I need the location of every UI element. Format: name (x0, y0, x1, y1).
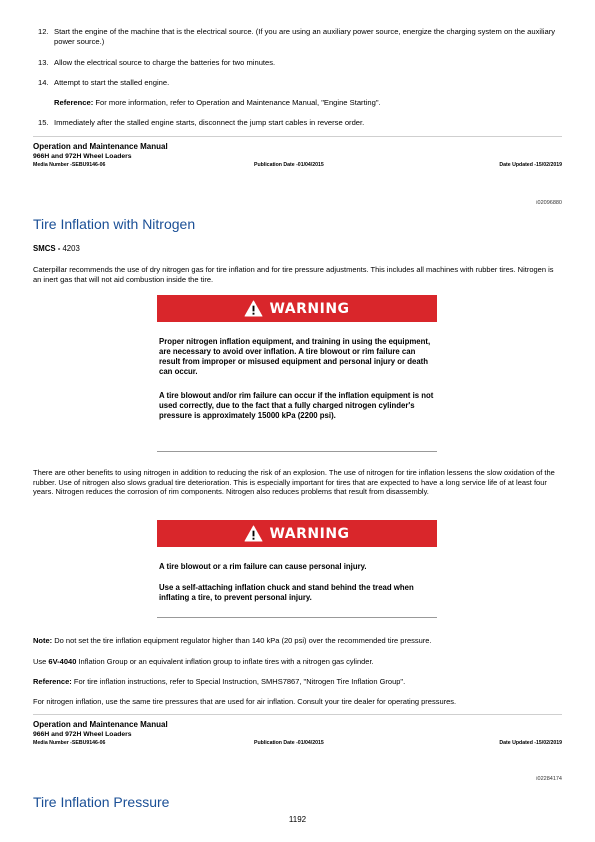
reference-label: Reference: (54, 98, 94, 107)
step-number: 15. (38, 118, 49, 127)
step-text: Immediately after the stalled engine starts, disconnect the jump start cables in reverse order. (54, 118, 365, 127)
footer-meta (33, 739, 562, 748)
use-suffix: Inflation Group or an equivalent inflation group to inflate tires with a nitrogen gas cylinder. (76, 657, 374, 666)
page-number: 1192 (288, 815, 307, 824)
media-number: Media Number -SEBU9146-06 (33, 740, 106, 746)
warning-rule (157, 617, 437, 618)
note-text: Do not set the tire inflation equipment regulator higher than 140 kPa (20 psi) over the recommended tire pressure. (52, 636, 432, 645)
step-number: 12. (38, 27, 49, 36)
note-label: Note: (33, 636, 53, 645)
warning-banner (157, 295, 437, 322)
reference-text: For more information, refer to Operation and Maintenance Manual, "Engine Starting". (93, 98, 381, 107)
benefits-paragraph: There are other benefits to using nitrogen in addition to reducing the risk of an explosion. The use of nitrogen for tire inflation lessens the slow oxidation of the rubber. Use of nitrogen also slows gradual tire deterioration. This is especially important for tires that are expected to have a long service life of at least four years. Nitrogen reduces the corrosion of rim components. Nitrogen also reduces problems that result from disassembly. (33, 468, 555, 497)
doc-footer (33, 142, 562, 170)
date-updated: Date Updated -15/02/2019 (499, 162, 562, 168)
publication-date: Publication Date -01/04/2015 (254, 162, 324, 168)
footer-title: Operation and Maintenance Manual (33, 142, 168, 151)
warning-label: WARNING (269, 300, 350, 317)
pressure-paragraph: For nitrogen inflation, use the same tire pressures that are used for air inflation. Consult your tire dealer for operating pressures. (33, 697, 457, 706)
step-13 (38, 58, 563, 68)
footer-subtitle: 966H and 972H Wheel Loaders (33, 153, 132, 160)
footer-subtitle: 966H and 972H Wheel Loaders (33, 731, 132, 738)
warning-text: A tire blowout or a rim failure can cause personal injury. (159, 562, 367, 571)
warning-text: A tire blowout and/or rim failure can occur if the inflation equipment is not used correctly, due to the fact that a fully charged nitrogen cylinder's pressure is approximately 15000 kPa (2200 psi). (159, 391, 434, 420)
warning-label: WARNING (269, 525, 350, 542)
warning-icon (244, 300, 263, 317)
section-title: Tire Inflation Pressure (33, 794, 170, 810)
step-text: Attempt to start the stalled engine. (54, 78, 170, 87)
warning-banner (157, 520, 437, 547)
warning-text: Use a self-attaching inflation chuck and stand behind the tread when inflating a tire, to prevent personal injury. (159, 583, 414, 602)
date-updated: Date Updated -15/02/2019 (499, 740, 562, 746)
note-paragraph (33, 636, 561, 646)
use-prefix: Use (33, 657, 49, 666)
part-number: 6V-4040 (48, 657, 77, 666)
doc-footer (33, 720, 562, 748)
step-number: 14. (38, 78, 49, 87)
step-14-reference (54, 98, 381, 108)
step-number: 13. (38, 58, 49, 67)
step-12 (38, 27, 563, 47)
reference-label: Reference: (33, 677, 72, 686)
smcs-value: 4203 (62, 244, 80, 253)
warning-text: Proper nitrogen inflation equipment, and training in using the equipment, are necessary to avoid over inflation. A tire blowout or rim failure can result from improper or misused equipment and personal injury or death can occur. (159, 337, 431, 376)
smcs-code (33, 244, 80, 253)
step-14 (38, 78, 563, 88)
intro-paragraph: Caterpillar recommends the use of dry nitrogen gas for tire inflation and for tire pressure adjustments. This includes all machines with rubber tires. Nitrogen is an inert gas that will not aid combustion inside the tire. (33, 265, 554, 284)
warning-rule (157, 451, 437, 452)
reference-text: For tire inflation instructions, refer to Special Instruction, SMHS7867, "Nitrogen Tire Inflation Group". (71, 677, 406, 686)
warning-icon (244, 525, 263, 542)
step-15 (38, 118, 563, 128)
footer-meta (33, 161, 562, 170)
section-title: Tire Inflation with Nitrogen (33, 216, 196, 232)
step-text: Start the engine of the machine that is the electrical source. (If you are using an auxiliary power source, energize the charging system on the auxiliary power source.) (54, 27, 556, 46)
divider (33, 136, 562, 137)
media-number: Media Number -SEBU9146-06 (33, 162, 106, 168)
footer-title: Operation and Maintenance Manual (33, 720, 168, 729)
use-paragraph (33, 657, 561, 667)
step-text: Allow the electrical source to charge the batteries for two minutes. (54, 58, 276, 67)
reference-paragraph (33, 677, 561, 687)
divider (33, 714, 562, 715)
smcs-label: SMCS - (33, 244, 63, 253)
doc-id: i02096880 (536, 200, 562, 206)
doc-id: i02284174 (536, 776, 562, 782)
publication-date: Publication Date -01/04/2015 (254, 740, 324, 746)
